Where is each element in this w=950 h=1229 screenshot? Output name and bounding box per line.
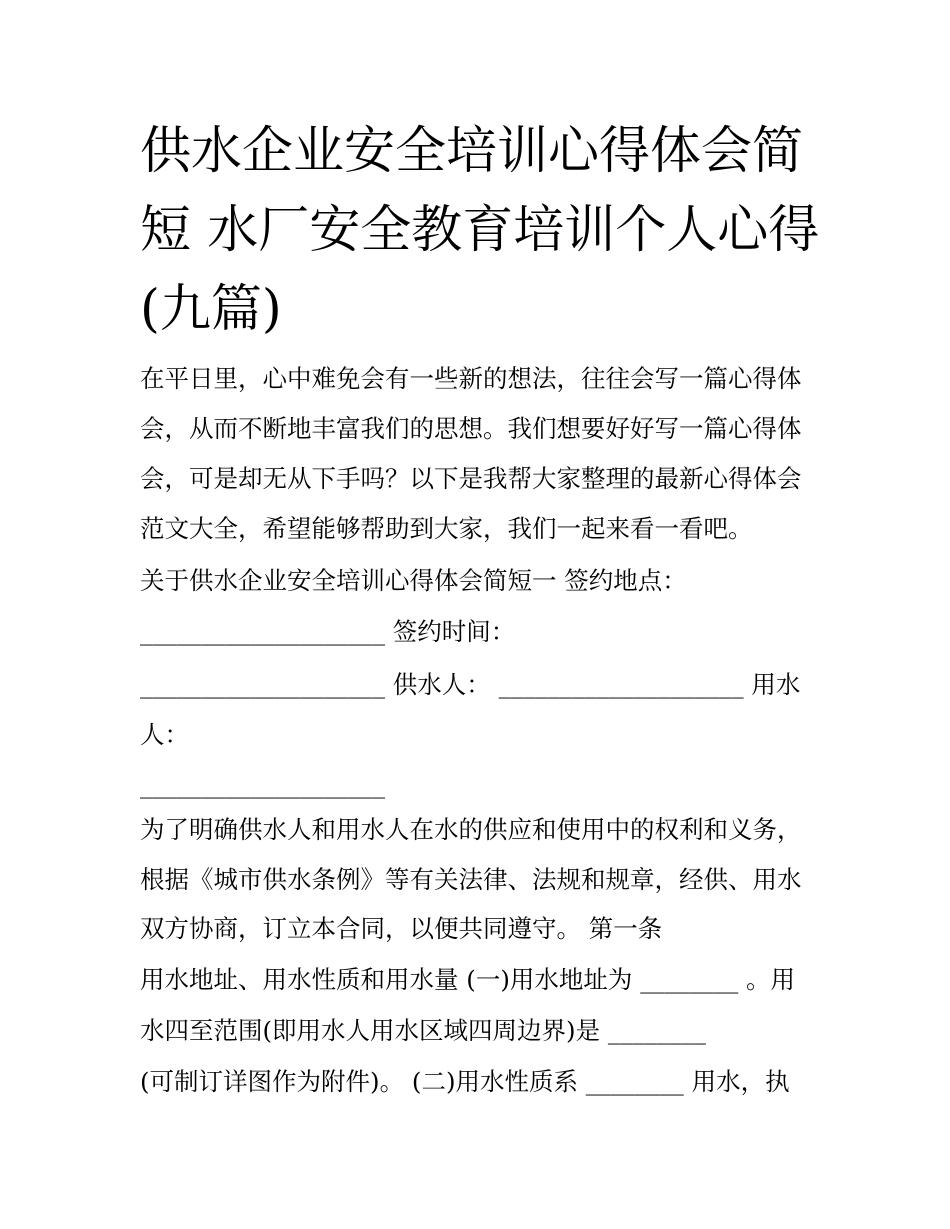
body-line: 关于供水企业安全培训心得体会简短一 签约地点：: [140, 566, 687, 595]
body-line: ____________________ 签约时间：: [140, 617, 516, 646]
body-line: 用水地址、用水性质和用水量 (一)用水地址为 ________ 。用: [140, 965, 795, 994]
body-line: 在平日里，心中难免会有一些新的想法，往往会写一篇心得体: [140, 364, 802, 393]
body-line: (可制订详图作为附件)。 (二)用水性质系 ________ 用水，执: [140, 1067, 790, 1096]
document-title: [140, 112, 820, 349]
body-line: 人：: [140, 720, 189, 749]
title-line: (九篇): [140, 280, 282, 339]
body-line: 为了明确供水人和用水人在水的供应和使用中的权利和义务，: [140, 815, 802, 844]
body-line: 会，可是却无从下手吗？以下是我帮大家整理的最新心得体会: [140, 464, 802, 493]
title-line: 短 水厂安全教育培训个人心得: [140, 201, 820, 260]
body-line: 会，从而不断地丰富我们的思想。我们想要好好写一篇心得体: [140, 414, 802, 443]
body-line: 范文大全，希望能够帮助到大家，我们一起来看一看吧。: [140, 514, 753, 543]
body-line: 双方协商，订立本合同，以便共同遵守。 第一条: [140, 914, 663, 943]
body-line: 水四至范围(即用水人用水区域四周边界)是 ________: [140, 1016, 706, 1045]
body-line: ____________________ 供水人： ____________________ 用水: [140, 670, 801, 699]
title-line: 供水企业安全培训心得体会简: [140, 122, 804, 181]
signature-blank-line: ____________________: [140, 770, 385, 799]
body-line: 根据《城市供水条例》等有关法律、法规和规章，经供、用水: [140, 865, 802, 894]
